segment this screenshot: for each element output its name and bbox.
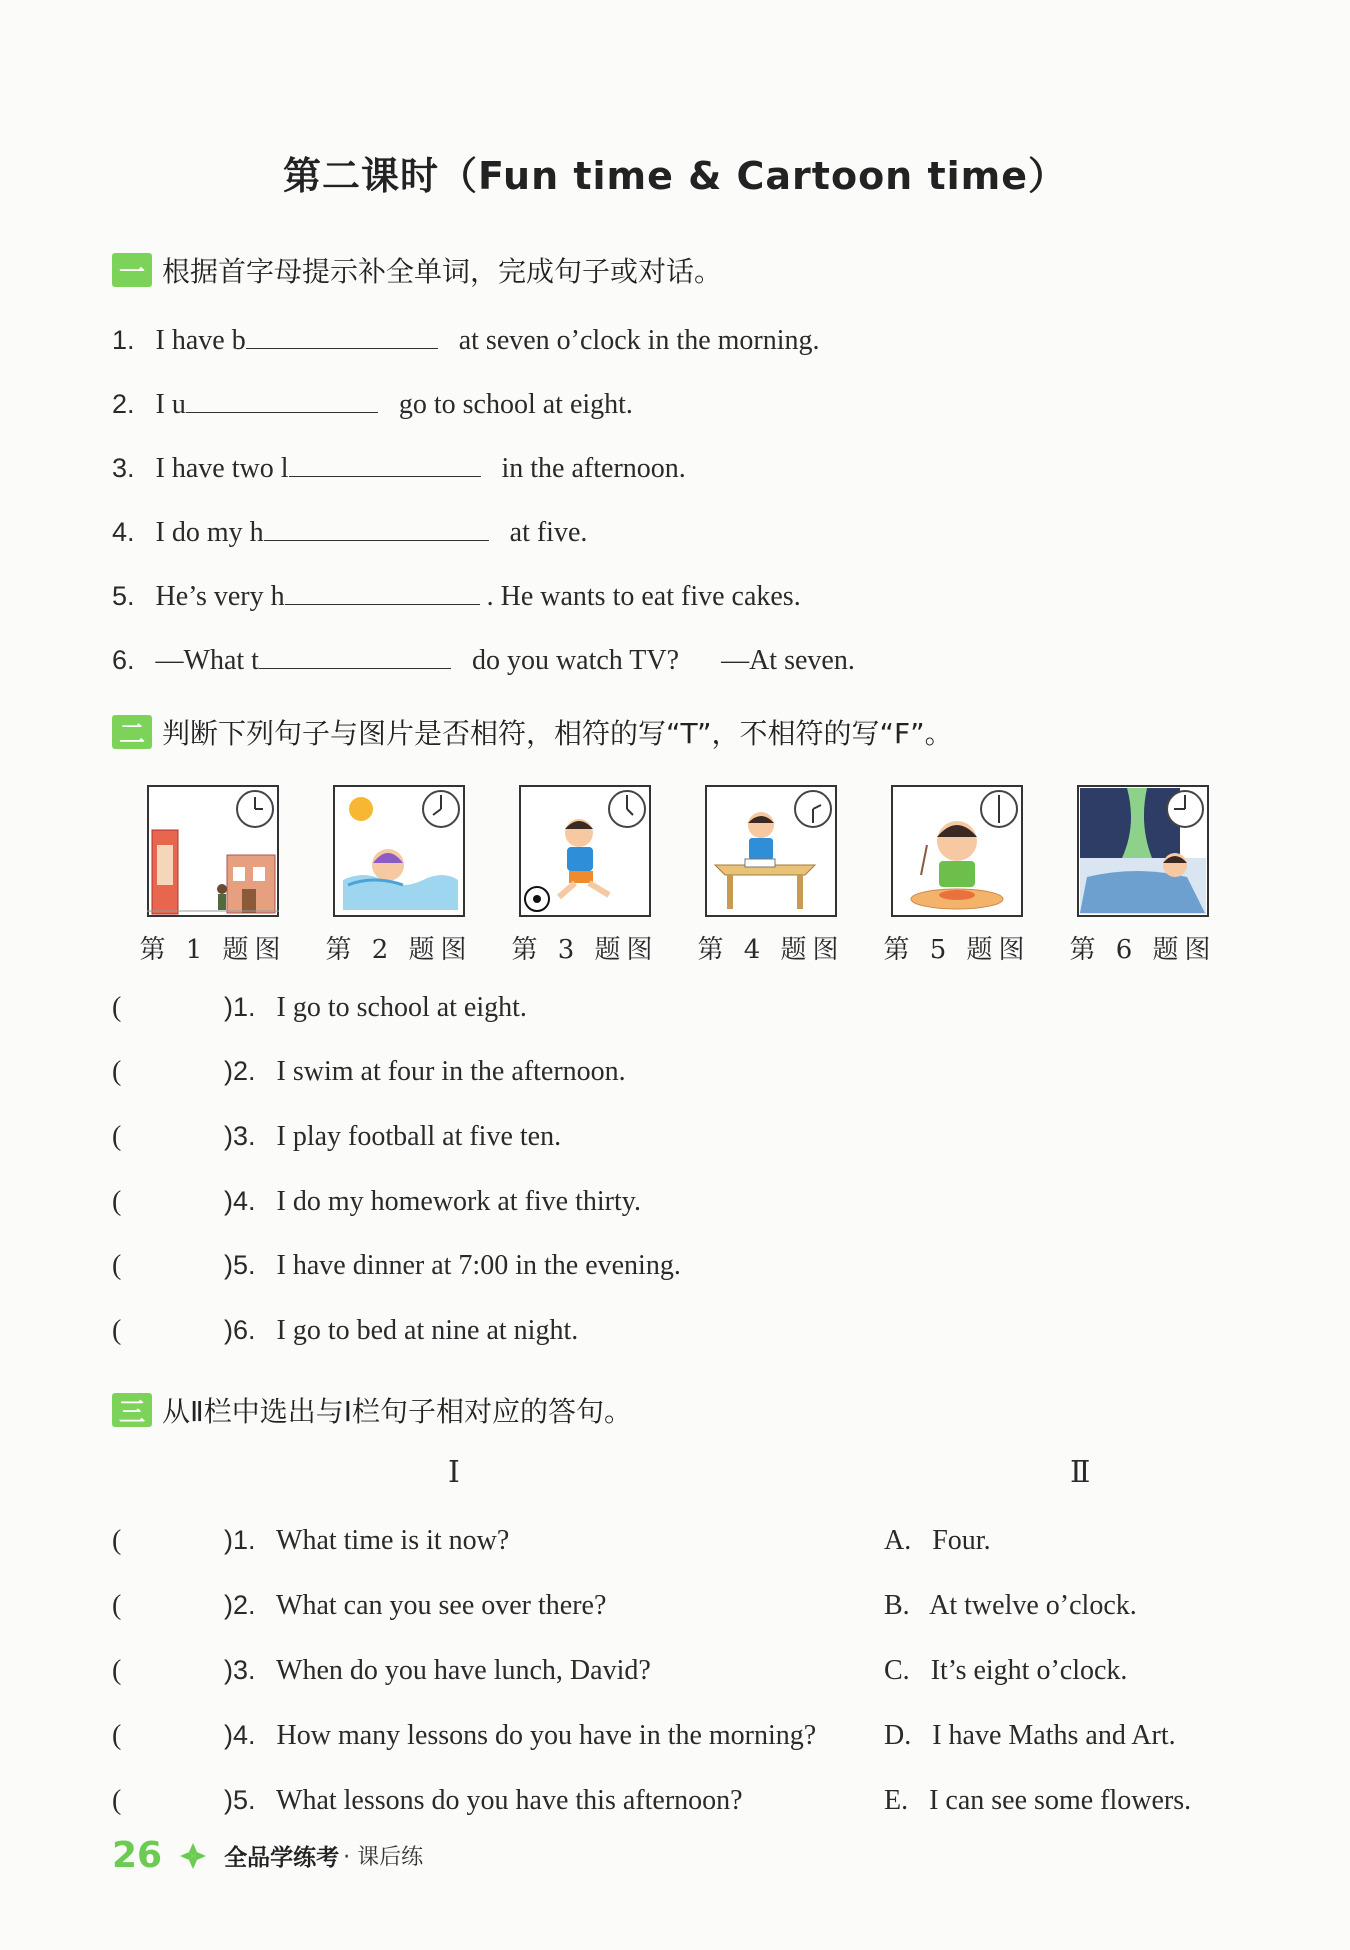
- match-answer-d: D. I have Maths and Art.: [884, 1720, 1176, 1751]
- clover-icon: [178, 1841, 208, 1871]
- brand-name: 全品学练考: [224, 1845, 340, 1871]
- section1-badge: 一: [112, 253, 152, 287]
- judge-item-4: ( )4. I do my homework at five thirty.: [112, 1186, 641, 1217]
- answer-blank-5[interactable]: [285, 576, 480, 605]
- picture-4: [697, 785, 845, 966]
- match-answer-a: A. Four.: [884, 1525, 991, 1556]
- brand-subtitle: · 课后练: [343, 1845, 424, 1870]
- judge-item-5: ( )5. I have dinner at 7:00 in the evening.: [112, 1250, 681, 1281]
- picture-2: [325, 785, 473, 966]
- answer-bracket[interactable]: (: [112, 1590, 122, 1621]
- answer-bracket[interactable]: (: [112, 1785, 122, 1816]
- answer-blank-1[interactable]: [246, 320, 438, 349]
- swimming-illustration: [333, 785, 465, 917]
- answer-blank-6[interactable]: [259, 640, 451, 669]
- picture-3: [511, 785, 659, 966]
- picture-6: [1069, 785, 1217, 966]
- answer-bracket[interactable]: (: [112, 1186, 122, 1217]
- fill-item-6: 6. —What t do you watch TV? —At seven.: [112, 640, 855, 677]
- picture-1: [139, 785, 287, 966]
- page-number: 26: [112, 1835, 163, 1876]
- football-illustration: [519, 785, 651, 917]
- judge-item-2: ( )2. I swim at four in the afternoon.: [112, 1056, 626, 1087]
- section2-heading: [112, 712, 953, 752]
- picture-caption: 第 2 题图: [325, 935, 473, 965]
- fill-item-2: 2. I u go to school at eight.: [112, 384, 633, 421]
- answer-bracket[interactable]: (: [112, 1121, 122, 1152]
- fill-item-5: 5. He’s very h . He wants to eat five cakes.: [112, 576, 801, 613]
- match-question-4: ( )4. How many lessons do you have in the morning?: [112, 1720, 817, 1751]
- answer-bracket[interactable]: (: [112, 1655, 122, 1686]
- section3-instruction: 从Ⅱ栏中选出与Ⅰ栏句子相对应的答句。: [162, 1395, 633, 1428]
- judge-item-1: ( )1. I go to school at eight.: [112, 992, 527, 1023]
- match-answer-b: B. At twelve o’clock.: [884, 1590, 1137, 1621]
- picture-caption: 第 4 题图: [697, 935, 845, 965]
- picture-row: [139, 785, 1263, 966]
- answer-bracket[interactable]: (: [112, 1315, 122, 1346]
- fill-item-3: 3. I have two l in the afternoon.: [112, 448, 686, 485]
- match-answer-e: E. I can see some flowers.: [884, 1785, 1192, 1816]
- homework-illustration: [705, 785, 837, 917]
- match-question-5: ( )5. What lessons do you have this afternoon?: [112, 1785, 743, 1816]
- answer-blank-2[interactable]: [186, 384, 378, 413]
- judge-item-6: ( )6. I go to bed at nine at night.: [112, 1315, 579, 1346]
- match-question-3: ( )3. When do you have lunch, David?: [112, 1655, 651, 1686]
- answer-blank-3[interactable]: [289, 448, 481, 477]
- judge-item-3: ( )3. I play football at five ten.: [112, 1121, 562, 1152]
- bedtime-illustration: [1077, 785, 1209, 917]
- picture-caption: 第 3 题图: [511, 935, 659, 965]
- dinner-illustration: [891, 785, 1023, 917]
- section2-badge: 二: [112, 715, 152, 749]
- answer-bracket[interactable]: (: [112, 992, 122, 1023]
- section2-instruction: 判断下列句子与图片是否相符，相符的写“T”，不相符的写“F”。: [162, 717, 953, 750]
- page-title: 第二课时（Fun time & Cartoon time）: [282, 154, 1068, 198]
- answer-bracket[interactable]: (: [112, 1525, 122, 1556]
- answer-bracket[interactable]: (: [112, 1720, 122, 1751]
- match-answer-c: C. It’s eight o’clock.: [884, 1655, 1128, 1686]
- section1-instruction: 根据首字母提示补全单词，完成句子或对话。: [162, 255, 723, 288]
- fill-item-4: 4. I do my h at five.: [112, 512, 587, 549]
- fill-item-1: 1. I have b at seven o’clock in the morning.: [112, 320, 820, 357]
- column-1-header: Ⅰ: [448, 1456, 460, 1489]
- section1-heading: [112, 250, 722, 290]
- section3-badge: 三: [112, 1393, 152, 1427]
- picture-5: [883, 785, 1031, 966]
- page-footer: [112, 1835, 423, 1876]
- answer-blank-4[interactable]: [264, 512, 489, 541]
- section3-heading: [112, 1390, 632, 1430]
- match-question-1: ( )1. What time is it now?: [112, 1525, 510, 1556]
- picture-caption: 第 1 题图: [139, 935, 287, 965]
- school-gate-illustration: [147, 785, 279, 917]
- match-question-2: ( )2. What can you see over there?: [112, 1590, 607, 1621]
- column-2-header: Ⅱ: [1070, 1456, 1091, 1489]
- answer-bracket[interactable]: (: [112, 1250, 122, 1281]
- picture-caption: 第 5 题图: [883, 935, 1031, 965]
- picture-caption: 第 6 题图: [1069, 935, 1217, 965]
- answer-bracket[interactable]: (: [112, 1056, 122, 1087]
